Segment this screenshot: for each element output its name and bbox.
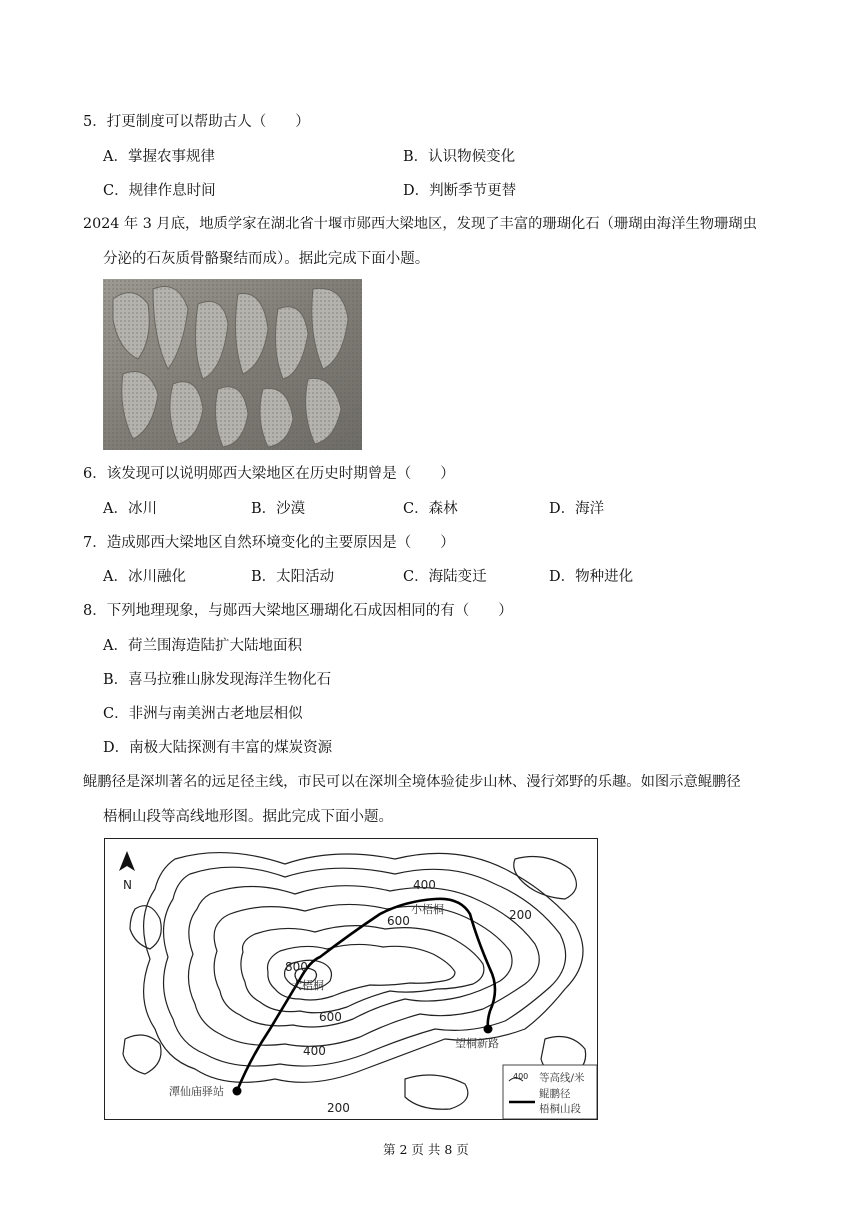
contour-label-400-bottom: 400	[303, 1044, 326, 1058]
passage-intro-line1: 2024 年 3 月底，地质学家在湖北省十堰市郧西大梁地区，发现了丰富的珊瑚化石（珊瑚由海洋生物珊瑚虫	[83, 216, 757, 232]
legend-contour-number: 400	[513, 1072, 529, 1081]
q5-option-a[interactable]: A．掌握农事规律	[103, 149, 215, 165]
contour-label-400-top: 400	[413, 878, 436, 892]
q7-option-b[interactable]: B．太阳活动	[251, 569, 335, 585]
legend-contour-text: 等高线/米	[539, 1072, 585, 1084]
contour-map	[104, 838, 598, 1120]
contour-label-600-mid: 600	[319, 1010, 342, 1024]
q6-option-a[interactable]: A．冰川	[103, 501, 157, 517]
q5-option-b[interactable]: B．认识物候变化	[403, 149, 516, 165]
legend-trail-text1: 鲲鹏径	[539, 1088, 571, 1100]
north-label: N	[123, 878, 132, 892]
label-xiaowutong: 小梧桐	[411, 903, 444, 916]
q6-stem: 6．该发现可以说明郧西大梁地区在历史时期曾是（ ）	[83, 466, 455, 482]
north-arrow-icon	[119, 851, 135, 871]
coral-fossil-photo	[103, 279, 362, 450]
tanxian-station-marker	[233, 1087, 242, 1096]
contour-label-800: 800	[285, 960, 308, 974]
label-dawutong: 大梧桐	[291, 979, 324, 992]
q5-option-c[interactable]: C．规律作息时间	[103, 183, 216, 199]
page-footer: 第 2 页 共 8 页	[383, 1142, 469, 1157]
q5-option-d[interactable]: D．判断季节更替	[403, 183, 517, 199]
q7-option-d[interactable]: D．物种进化	[549, 569, 634, 585]
trail-path	[237, 899, 495, 1091]
q6-option-c[interactable]: C．森林	[403, 501, 458, 517]
label-wangtong-road: 望桐新路	[455, 1037, 499, 1050]
q7-stem: 7．造成郧西大梁地区自然环境变化的主要原因是（ ）	[83, 535, 455, 551]
q8-option-b[interactable]: B．喜马拉雅山脉发现海洋生物化石	[103, 672, 332, 688]
q6-option-d[interactable]: D．海洋	[549, 501, 605, 517]
contour-label-200-right: 200	[509, 908, 532, 922]
wangtong-road-marker	[484, 1025, 493, 1034]
q5-stem: 5．打更制度可以帮助古人（ ）	[83, 114, 310, 130]
passage-intro2-line1: 鲲鹏径是深圳著名的远足径主线，市民可以在深圳全境体验徒步山林、漫行郊野的乐趣。如图示意鲲鹏径	[83, 774, 741, 790]
q8-option-a[interactable]: A．荷兰围海造陆扩大陆地面积	[103, 638, 302, 654]
q7-option-c[interactable]: C．海陆变迁	[403, 569, 487, 585]
contour-label-200-bottom: 200	[327, 1101, 350, 1115]
q8-option-c[interactable]: C．非洲与南美洲古老地层相似	[103, 706, 303, 722]
passage-intro2-line2: 梧桐山段等高线地形图。据此完成下面小题。	[103, 809, 393, 825]
q8-option-d[interactable]: D．南极大陆探测有丰富的煤炭资源	[103, 740, 333, 756]
q8-stem: 8．下列地理现象，与郧西大梁地区珊瑚化石成因相同的有（ ）	[83, 603, 513, 619]
passage-intro-line2: 分泌的石灰质骨骼聚结而成）。据此完成下面小题。	[103, 251, 430, 267]
label-tanxian-station: 潭仙庙驿站	[169, 1085, 224, 1098]
q7-option-a[interactable]: A．冰川融化	[103, 569, 186, 585]
legend-trail-text2: 梧桐山段	[539, 1103, 581, 1115]
contour-label-600-top: 600	[387, 914, 410, 928]
q6-option-b[interactable]: B．沙漠	[251, 501, 306, 517]
